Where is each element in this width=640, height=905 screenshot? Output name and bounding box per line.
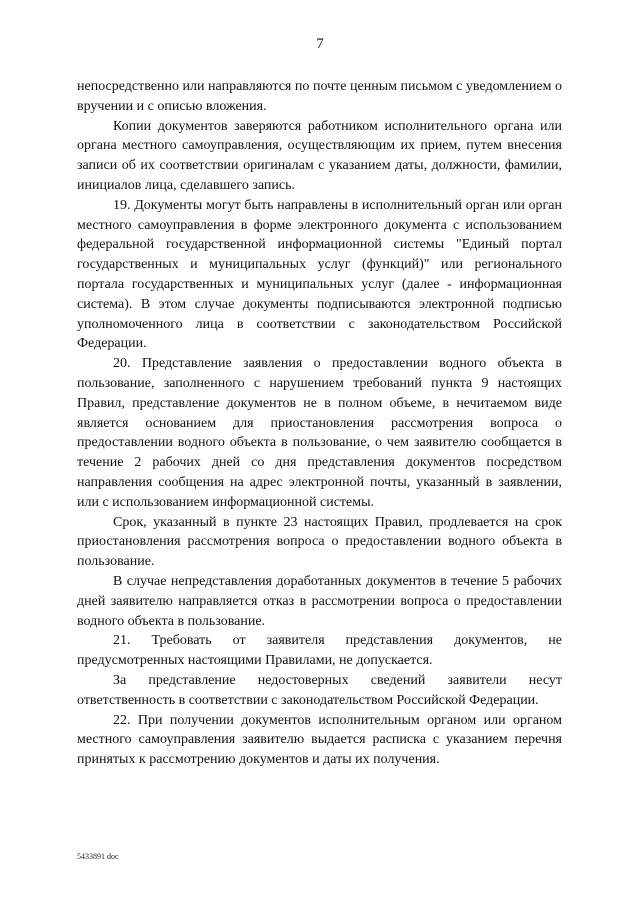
paragraph-clause-22: 22. При получении документов исполнительным органом или органом местного самоуправления заявителю выдается расписка с указанием перечня принятых к рассмотрению документов и даты их получения. [77, 712, 562, 768]
paragraph-term-extension: Срок, указанный в пункте 23 настоящих Правил, продлевается на срок приостановления рассмотрения вопроса о предоставлении водного объекта в пользование. [77, 514, 562, 570]
paragraph-copies-certification: Копии документов заверяются работником исполнительного органа или органа местного самоуправления, осуществляющим их прием, путем внесения записи об их соответствии оригиналам с указанием даты, должности, фамилии, инициалов лица, сделавшего запись. [77, 118, 562, 193]
paragraph-refusal: В случае непредставления доработанных документов в течение 5 рабочих дней заявителю направляется отказ в рассмотрении вопроса о предоставлении водного объекта в пользование. [77, 573, 562, 629]
paragraph-responsibility: За представление недостоверных сведений заявители несут ответственность в соответствии с законодательством Российской Федерации. [77, 672, 562, 708]
paragraph-clause-21: 21. Требовать от заявителя представления документов, не предусмотренных настоящими Правилами, не допускается. [77, 633, 562, 669]
paragraph-clause-20: 20. Представление заявления о предоставлении водного объекта в пользование, заполненного с нарушением требований пункта 9 настоящих Правил, представление документов не в полном объеме, в нечитаемом виде является основанием для приостановления рассмотрения вопроса о предоставлении водного объекта в пользование, о чем заявителю сообщается в течение 2 рабочих дней со дня представления документов посредством направления сообщения на адрес электронной почты, указанный в заявлении, или с использованием информационной системы. [77, 356, 562, 510]
page-number: 7 [316, 36, 324, 52]
file-reference-footer: 5433891 doc [77, 852, 119, 861]
paragraph-clause-19: 19. Документы могут быть направлены в исполнительный орган или орган местного самоуправления в форме электронного документа с использованием федеральной государственной информационной системы "Единый портал государственных и муниципальных услуг (функций)" или регионального портала государственных и муниципальных услуг (далее - информационная система). В этом случае документы подписываются электронной подписью уполномоченного лица в соответствии с законодательством Российской Федерации. [77, 197, 562, 352]
document-body [77, 77, 562, 770]
paragraph-continuation: непосредственно или направляются по почте ценным письмом с уведомлением о вручении и с описью вложения. [77, 79, 562, 114]
